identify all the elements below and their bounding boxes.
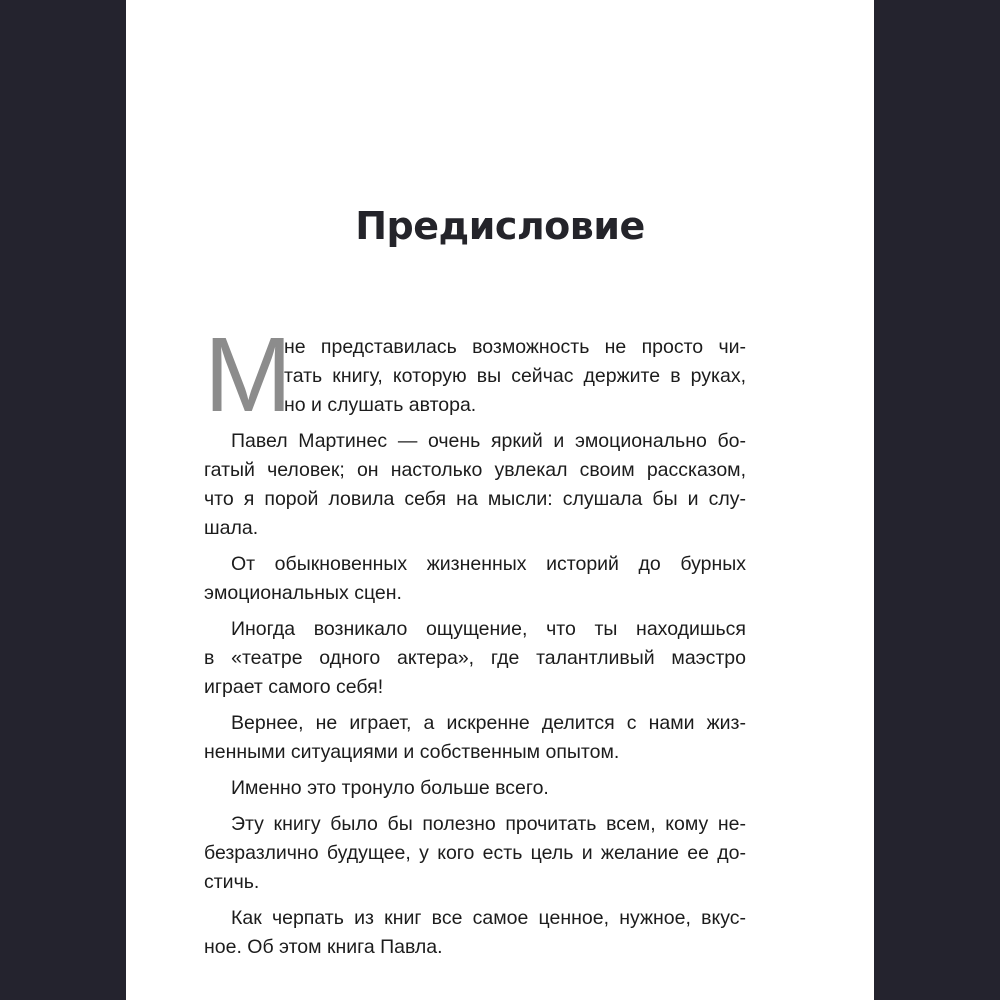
text-line: ненными ситуациями и собственным опытом. — [204, 741, 620, 763]
text-line: гатый человек; он настолько увлекал своим рассказом, — [204, 459, 746, 481]
book-page — [126, 0, 874, 1000]
text-line: ное. Об этом книга Павла. — [204, 936, 443, 958]
paragraph — [204, 774, 746, 803]
text-line: Вернее, не играет, а искренне делится с нами жиз- — [231, 712, 746, 734]
text-line: что я порой ловила себя на мысли: слушала бы и слу- — [204, 488, 746, 510]
text-line: шала. — [204, 517, 259, 539]
body-text — [204, 316, 746, 969]
text-line: играет самого себя! — [204, 676, 384, 698]
text-line: в «театре одного актера», где талантливый маэстро — [204, 647, 746, 669]
text-line: стичь. — [204, 871, 260, 893]
text-line: От обыкновенных жизненных историй до бурных — [231, 553, 746, 575]
text-line: Как черпать из книг все самое ценное, нужное, вкус- — [231, 907, 746, 929]
text-line: тать книгу, которую вы сейчас держите в руках, — [284, 365, 746, 387]
text-line: эмоциональных сцен. — [204, 582, 402, 604]
drop-cap: М — [204, 316, 291, 434]
text-line: Эту книгу было бы полезно прочитать всем, кому не- — [231, 813, 746, 835]
paragraph — [204, 709, 746, 767]
page-title: Предисловие — [355, 204, 645, 248]
text-line: не представилась возможность не просто чи- — [284, 336, 746, 358]
text-line: Именно это тронуло больше всего. — [231, 777, 549, 799]
paragraph — [204, 615, 746, 702]
paragraph — [204, 550, 746, 608]
text-line: но и слушать автора. — [284, 394, 477, 416]
paragraph — [204, 810, 746, 897]
text-line: безразлично будущее, у кого есть цель и желание ее до- — [204, 842, 746, 864]
text-line: Павел Мартинес — очень яркий и эмоционально бо- — [231, 430, 746, 452]
paragraph — [204, 427, 746, 543]
text-line: Иногда возникало ощущение, что ты находишься — [231, 618, 746, 640]
paragraph — [204, 904, 746, 962]
